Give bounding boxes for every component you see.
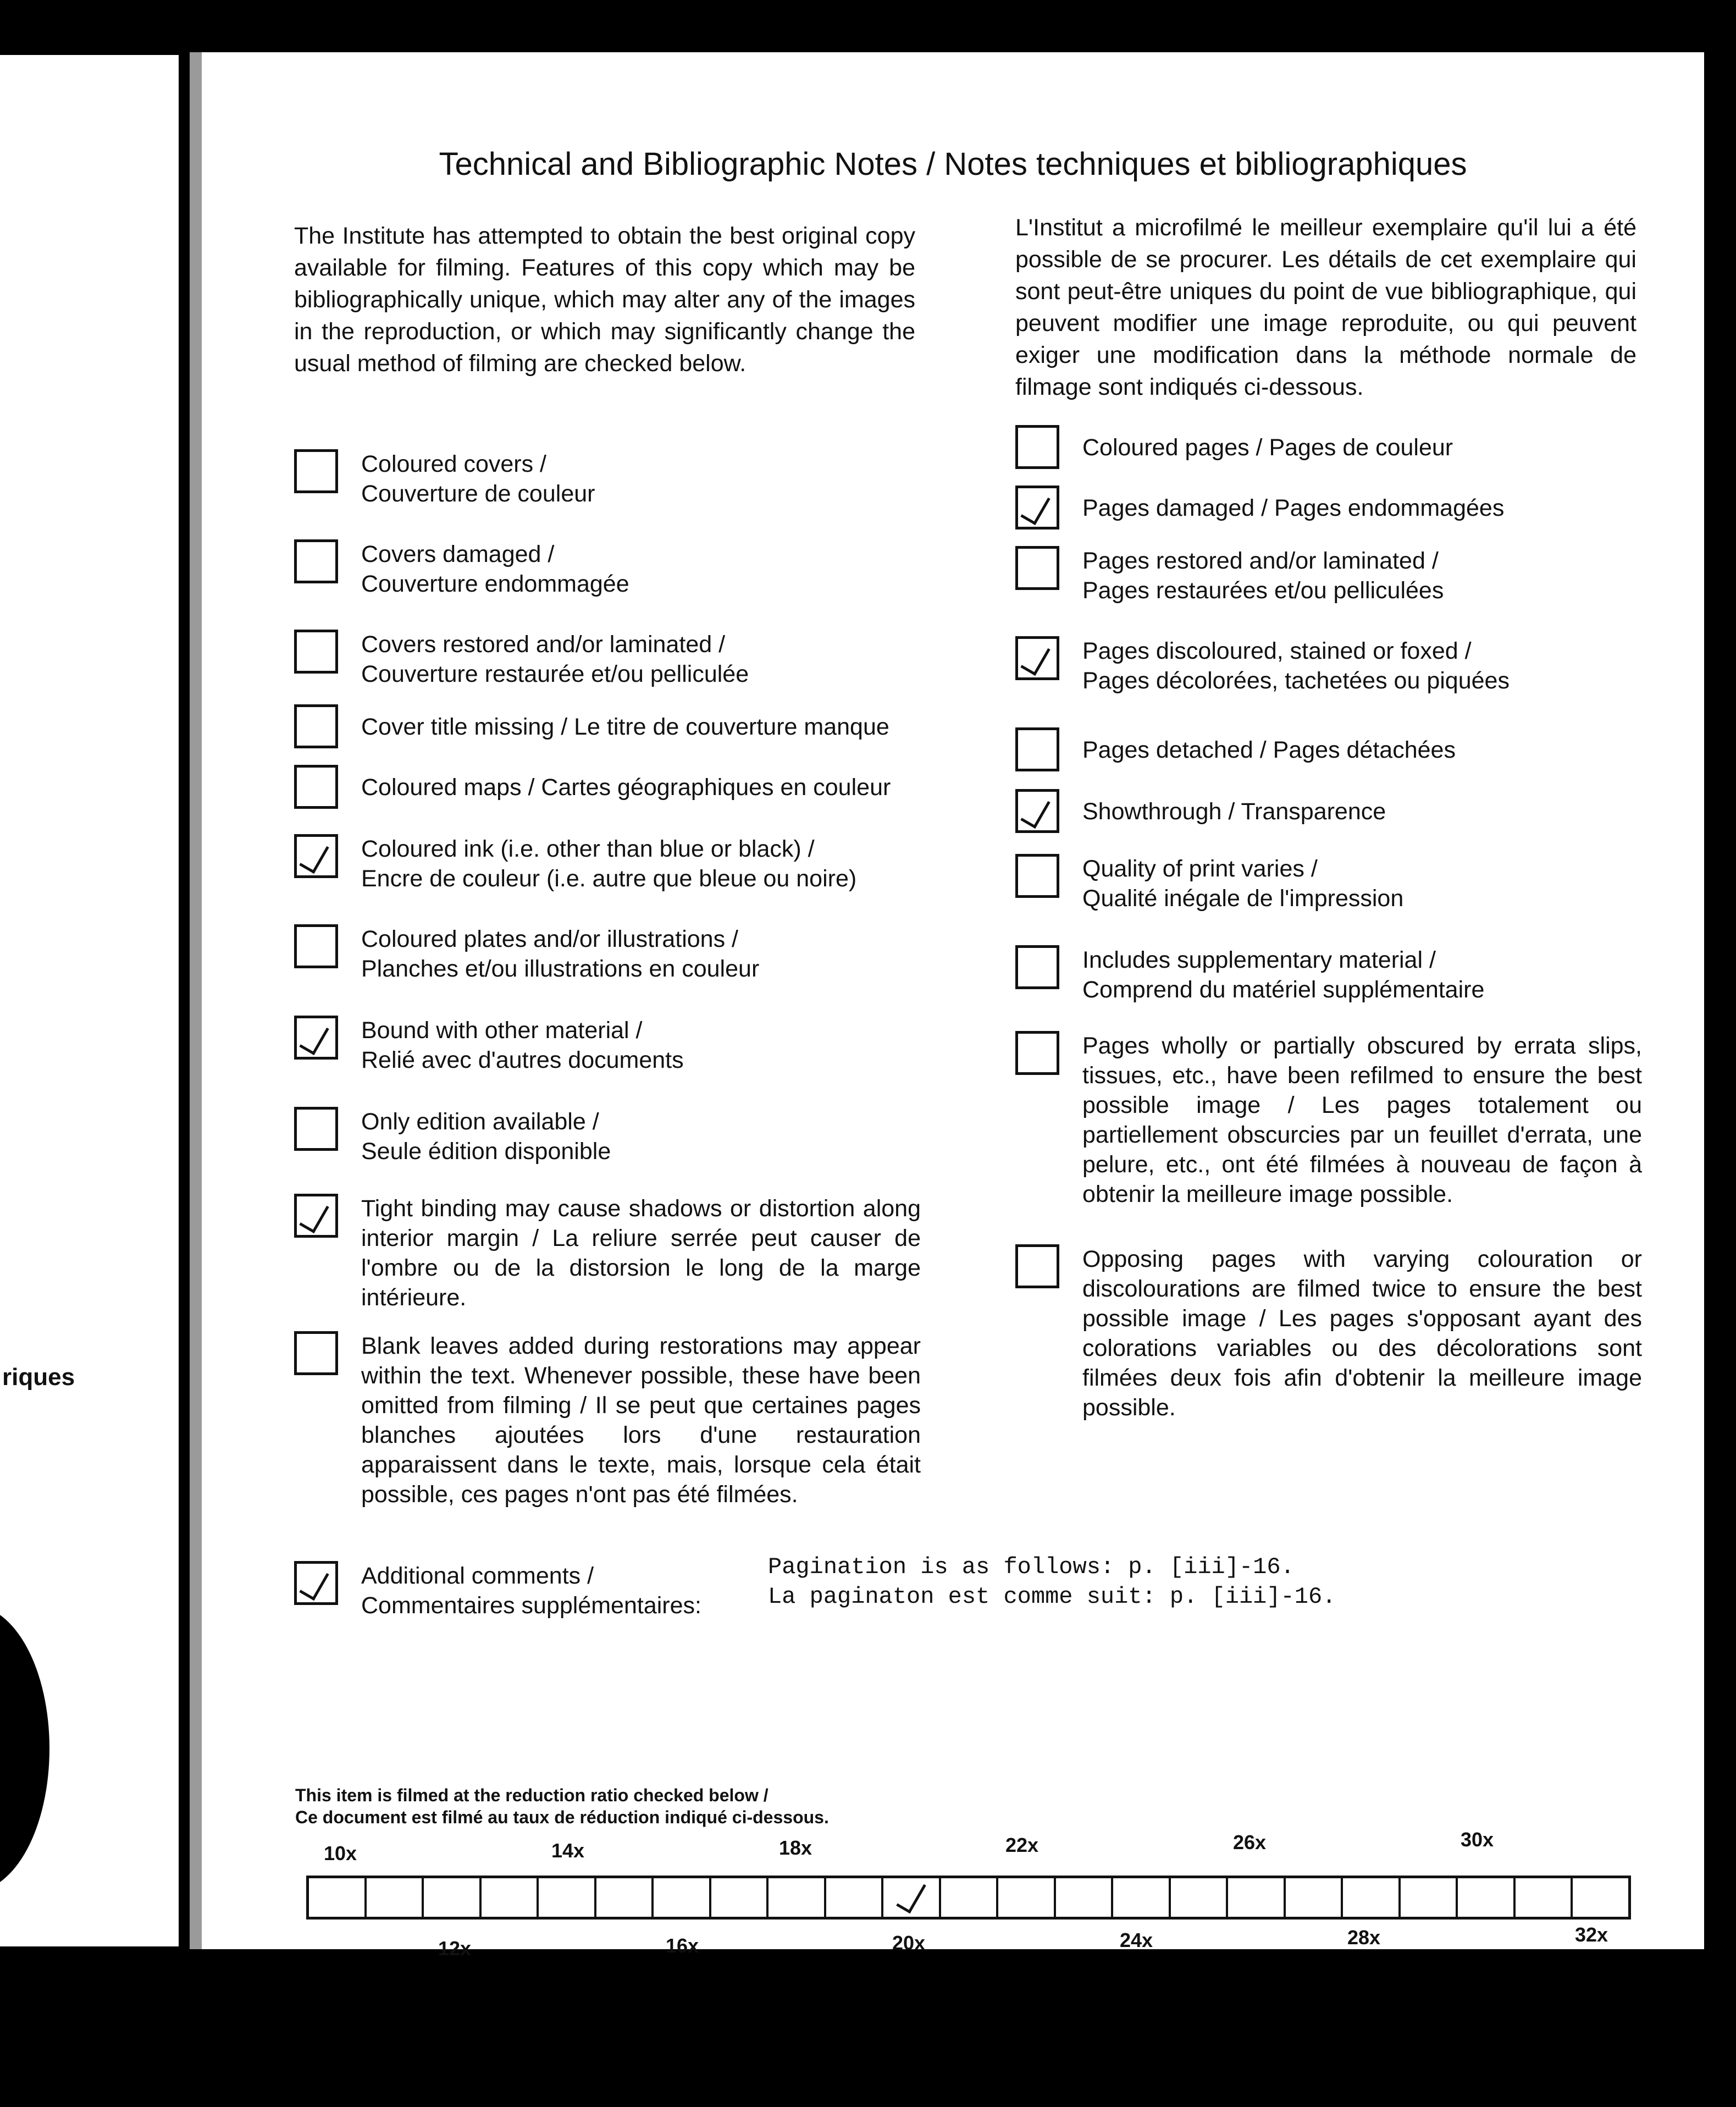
- item-coloured-covers[interactable]: [294, 449, 921, 509]
- item-coloured-ink[interactable]: [294, 834, 921, 893]
- adjacent-page-text: riques: [2, 1364, 75, 1391]
- ratio-cell[interactable]: [1171, 1878, 1229, 1917]
- item-label: Coloured plates and/or illustrations /: [361, 926, 738, 952]
- checkbox-checked[interactable]: [294, 1016, 338, 1060]
- ratio-label-18x: 18x: [779, 1836, 812, 1859]
- ratio-cell[interactable]: [1573, 1878, 1628, 1917]
- ratio-label-22x: 22x: [1005, 1834, 1039, 1856]
- checkbox[interactable]: [294, 449, 338, 493]
- ratio-cell[interactable]: [654, 1878, 711, 1917]
- item-label: Pages detached / Pages détachées: [1082, 737, 1456, 763]
- checkbox[interactable]: [294, 1331, 338, 1375]
- checkbox[interactable]: [1015, 1031, 1059, 1075]
- ratio-label-32x: 32x: [1575, 1923, 1608, 1946]
- item-coloured-plates[interactable]: [294, 924, 921, 984]
- item-label-fr: Seule édition disponible: [361, 1138, 611, 1165]
- ratio-cell[interactable]: [1056, 1878, 1114, 1917]
- checkbox[interactable]: [1015, 1244, 1059, 1288]
- item-label-fr: Couverture endommagée: [361, 571, 629, 597]
- item-label: Cover title missing / Le titre de couverture manque: [361, 714, 889, 740]
- checkbox[interactable]: [294, 1107, 338, 1151]
- item-only-edition[interactable]: [294, 1107, 921, 1166]
- reduction-ratio-note: [295, 1784, 829, 1828]
- intro-french: L'Institut a microfilmé le meilleur exemplaire qu'il lui a été possible de se procurer. Les détails de cet exemplaire qui sont peut-être uniques du point de vue bibliographique, qui peuvent modifier une image reproduite, ou qui peuvent exiger une modification dans la méthode normale de filmage sont indiqués ci-dessous.: [1015, 214, 1637, 400]
- ratio-label-12x: 12x: [438, 1937, 472, 1960]
- ratio-label-26x: 26x: [1233, 1831, 1267, 1854]
- checkbox-checked[interactable]: [294, 1561, 338, 1605]
- item-label: Opposing pages with varying colouration or discolourations are filmed twice to ensure the best possible image / Les pages s'opposant ayant des colorations variables ou des décolorations sont filmées deux fois afin d'obtenir la meilleure image possible.: [1082, 1246, 1642, 1421]
- adjacent-page: [0, 55, 179, 1946]
- ratio-label-16x: 16x: [666, 1934, 699, 1957]
- ratio-cell[interactable]: [1516, 1878, 1573, 1917]
- item-coloured-maps[interactable]: [294, 765, 921, 809]
- item-label-fr: Relié avec d'autres documents: [361, 1047, 684, 1073]
- item-coloured-pages[interactable]: [1015, 425, 1642, 469]
- comments-text: [768, 1552, 1336, 1612]
- item-opposing-pages[interactable]: [1015, 1244, 1642, 1422]
- ratio-label-28x: 28x: [1347, 1926, 1381, 1949]
- reduction-note-en: This item is filmed at the reduction ratio checked below /: [295, 1785, 769, 1805]
- item-label: Covers damaged /: [361, 541, 555, 567]
- notes-page: [190, 52, 1704, 1960]
- item-label: Coloured covers /: [361, 451, 546, 477]
- item-label: Showthrough / Transparence: [1082, 798, 1386, 825]
- item-label: Pages discoloured, stained or foxed /: [1082, 638, 1472, 664]
- comments-text-fr: La paginaton est comme suit: p. [iii]-16.: [768, 1584, 1336, 1610]
- comments-label: Additional comments /: [361, 1563, 594, 1589]
- item-label: Coloured pages / Pages de couleur: [1082, 434, 1453, 461]
- ratio-cell-checked[interactable]: [883, 1878, 941, 1917]
- checkbox-checked[interactable]: [294, 834, 338, 878]
- ratio-cell[interactable]: [1343, 1878, 1401, 1917]
- item-label-fr: Pages restaurées et/ou pelliculées: [1082, 577, 1444, 604]
- item-label-fr: Couverture de couleur: [361, 481, 595, 507]
- ratio-cell[interactable]: [1228, 1878, 1286, 1917]
- ratio-cell[interactable]: [941, 1878, 999, 1917]
- item-pages-detached[interactable]: [1015, 727, 1642, 771]
- ratio-label-14x: 14x: [551, 1839, 585, 1862]
- ratio-cell[interactable]: [596, 1878, 654, 1917]
- item-label: Covers restored and/or laminated /: [361, 631, 726, 658]
- checkbox-checked[interactable]: [294, 1194, 338, 1238]
- item-label-fr: Pages décolorées, tachetées ou piquées: [1082, 668, 1510, 694]
- checkbox[interactable]: [294, 704, 338, 748]
- ratio-cell[interactable]: [1113, 1878, 1171, 1917]
- item-covers-restored[interactable]: [294, 630, 921, 689]
- ratio-cell[interactable]: [367, 1878, 424, 1917]
- item-label-fr: Couverture restaurée et/ou pelliculée: [361, 661, 749, 687]
- checkbox[interactable]: [1015, 854, 1059, 898]
- punch-hole-shadow: [0, 1606, 49, 1891]
- item-label: Pages restored and/or laminated /: [1082, 548, 1439, 574]
- item-supplementary-material[interactable]: [1015, 945, 1642, 1005]
- item-label-fr: Encre de couleur (i.e. autre que bleue ou noire): [361, 865, 857, 892]
- ratio-cell[interactable]: [539, 1878, 596, 1917]
- item-label-fr: Qualité inégale de l'impression: [1082, 885, 1404, 912]
- checkbox[interactable]: [294, 924, 338, 968]
- ratio-cell[interactable]: [309, 1878, 367, 1917]
- item-additional-comments[interactable]: [294, 1561, 745, 1620]
- item-label: Only edition available /: [361, 1108, 599, 1135]
- item-pages-discoloured[interactable]: [1015, 636, 1642, 696]
- checkbox-checked[interactable]: [1015, 789, 1059, 833]
- item-cover-title-missing[interactable]: [294, 704, 921, 748]
- item-label-fr: Planches et/ou illustrations en couleur: [361, 956, 760, 982]
- reduction-ratio-grid: [306, 1876, 1631, 1920]
- ratio-label-30x: 30x: [1461, 1828, 1494, 1851]
- comments-text-en: Pagination is as follows: p. [iii]-16.: [768, 1554, 1295, 1580]
- item-pages-damaged[interactable]: [1015, 486, 1642, 529]
- ratio-label-24x: 24x: [1120, 1929, 1153, 1951]
- checkbox[interactable]: [1015, 727, 1059, 771]
- item-label: Tight binding may cause shadows or distortion along interior margin / La reliure serrée peut causer de l'ombre ou de la distorsion le long de la marge intérieure.: [361, 1195, 921, 1311]
- item-label: Pages wholly or partially obscured by errata slips, tissues, etc., have been refilmed to ensure the best possible image / Les pages totalement ou partiellement obscurcies par un feuillet d'errata, une pelure, etc., ont été filmées à nouveau de façon à obtenir la meilleure image possible.: [1082, 1033, 1642, 1207]
- page-title: Technical and Bibliographic Notes / Notes techniques et bibliographiques: [439, 146, 1467, 182]
- item-label: Coloured maps / Cartes géographiques en couleur: [361, 774, 891, 801]
- checkbox[interactable]: [294, 630, 338, 674]
- item-pages-obscured[interactable]: [1015, 1031, 1642, 1209]
- ratio-label-20x: 20x: [892, 1932, 926, 1954]
- item-label: Coloured ink (i.e. other than blue or black) /: [361, 836, 815, 862]
- checkbox[interactable]: [1015, 425, 1059, 469]
- checkbox-checked[interactable]: [1015, 636, 1059, 680]
- ratio-cell[interactable]: [826, 1878, 884, 1917]
- intro-english: The Institute has attempted to obtain the best original copy available for filming. Features of this copy which may be bibliographically unique, which may alter any of the images in the reproduction, or which may significantly change the usual method of filming are checked below.: [294, 223, 915, 377]
- comments-label-fr: Commentaires supplémentaires:: [361, 1592, 701, 1619]
- ratio-cell[interactable]: [1286, 1878, 1344, 1917]
- ratio-cell[interactable]: [1401, 1878, 1458, 1917]
- ratio-cell[interactable]: [711, 1878, 769, 1917]
- ratio-label-10x: 10x: [324, 1842, 357, 1865]
- item-covers-damaged[interactable]: [294, 539, 921, 599]
- item-label: Includes supplementary material /: [1082, 947, 1436, 973]
- item-label: Blank leaves added during restorations may appear within the text. Whenever possible, these have been omitted from filming / Il se peut que certaines pages blanches ajoutées lors d'une restauration apparaissent dans le texte, mais, lorsque cela était possible, ces pages n'ont pas été filmées.: [361, 1333, 921, 1508]
- item-bound-with-other[interactable]: [294, 1016, 921, 1075]
- ratio-cell[interactable]: [482, 1878, 539, 1917]
- item-pages-restored[interactable]: [1015, 546, 1642, 605]
- item-label-fr: Comprend du matériel supplémentaire: [1082, 977, 1485, 1003]
- item-quality-of-print[interactable]: [1015, 854, 1642, 913]
- item-showthrough[interactable]: [1015, 789, 1642, 833]
- ratio-cell[interactable]: [998, 1878, 1056, 1917]
- item-tight-binding[interactable]: [294, 1194, 921, 1312]
- checkbox[interactable]: [1015, 945, 1059, 989]
- item-label: Bound with other material /: [361, 1017, 643, 1044]
- item-label: Quality of print varies /: [1082, 856, 1318, 882]
- checkbox[interactable]: [294, 765, 338, 809]
- reduction-note-fr: Ce document est filmé au taux de réduction indiqué ci-dessous.: [295, 1807, 829, 1827]
- checkbox[interactable]: [294, 539, 338, 583]
- ratio-cell[interactable]: [1458, 1878, 1516, 1917]
- item-blank-leaves[interactable]: [294, 1331, 921, 1509]
- checkbox[interactable]: [1015, 546, 1059, 590]
- ratio-cell[interactable]: [424, 1878, 482, 1917]
- checkbox-checked[interactable]: [1015, 486, 1059, 529]
- ratio-cell[interactable]: [769, 1878, 826, 1917]
- item-label: Pages damaged / Pages endommagées: [1082, 495, 1505, 521]
